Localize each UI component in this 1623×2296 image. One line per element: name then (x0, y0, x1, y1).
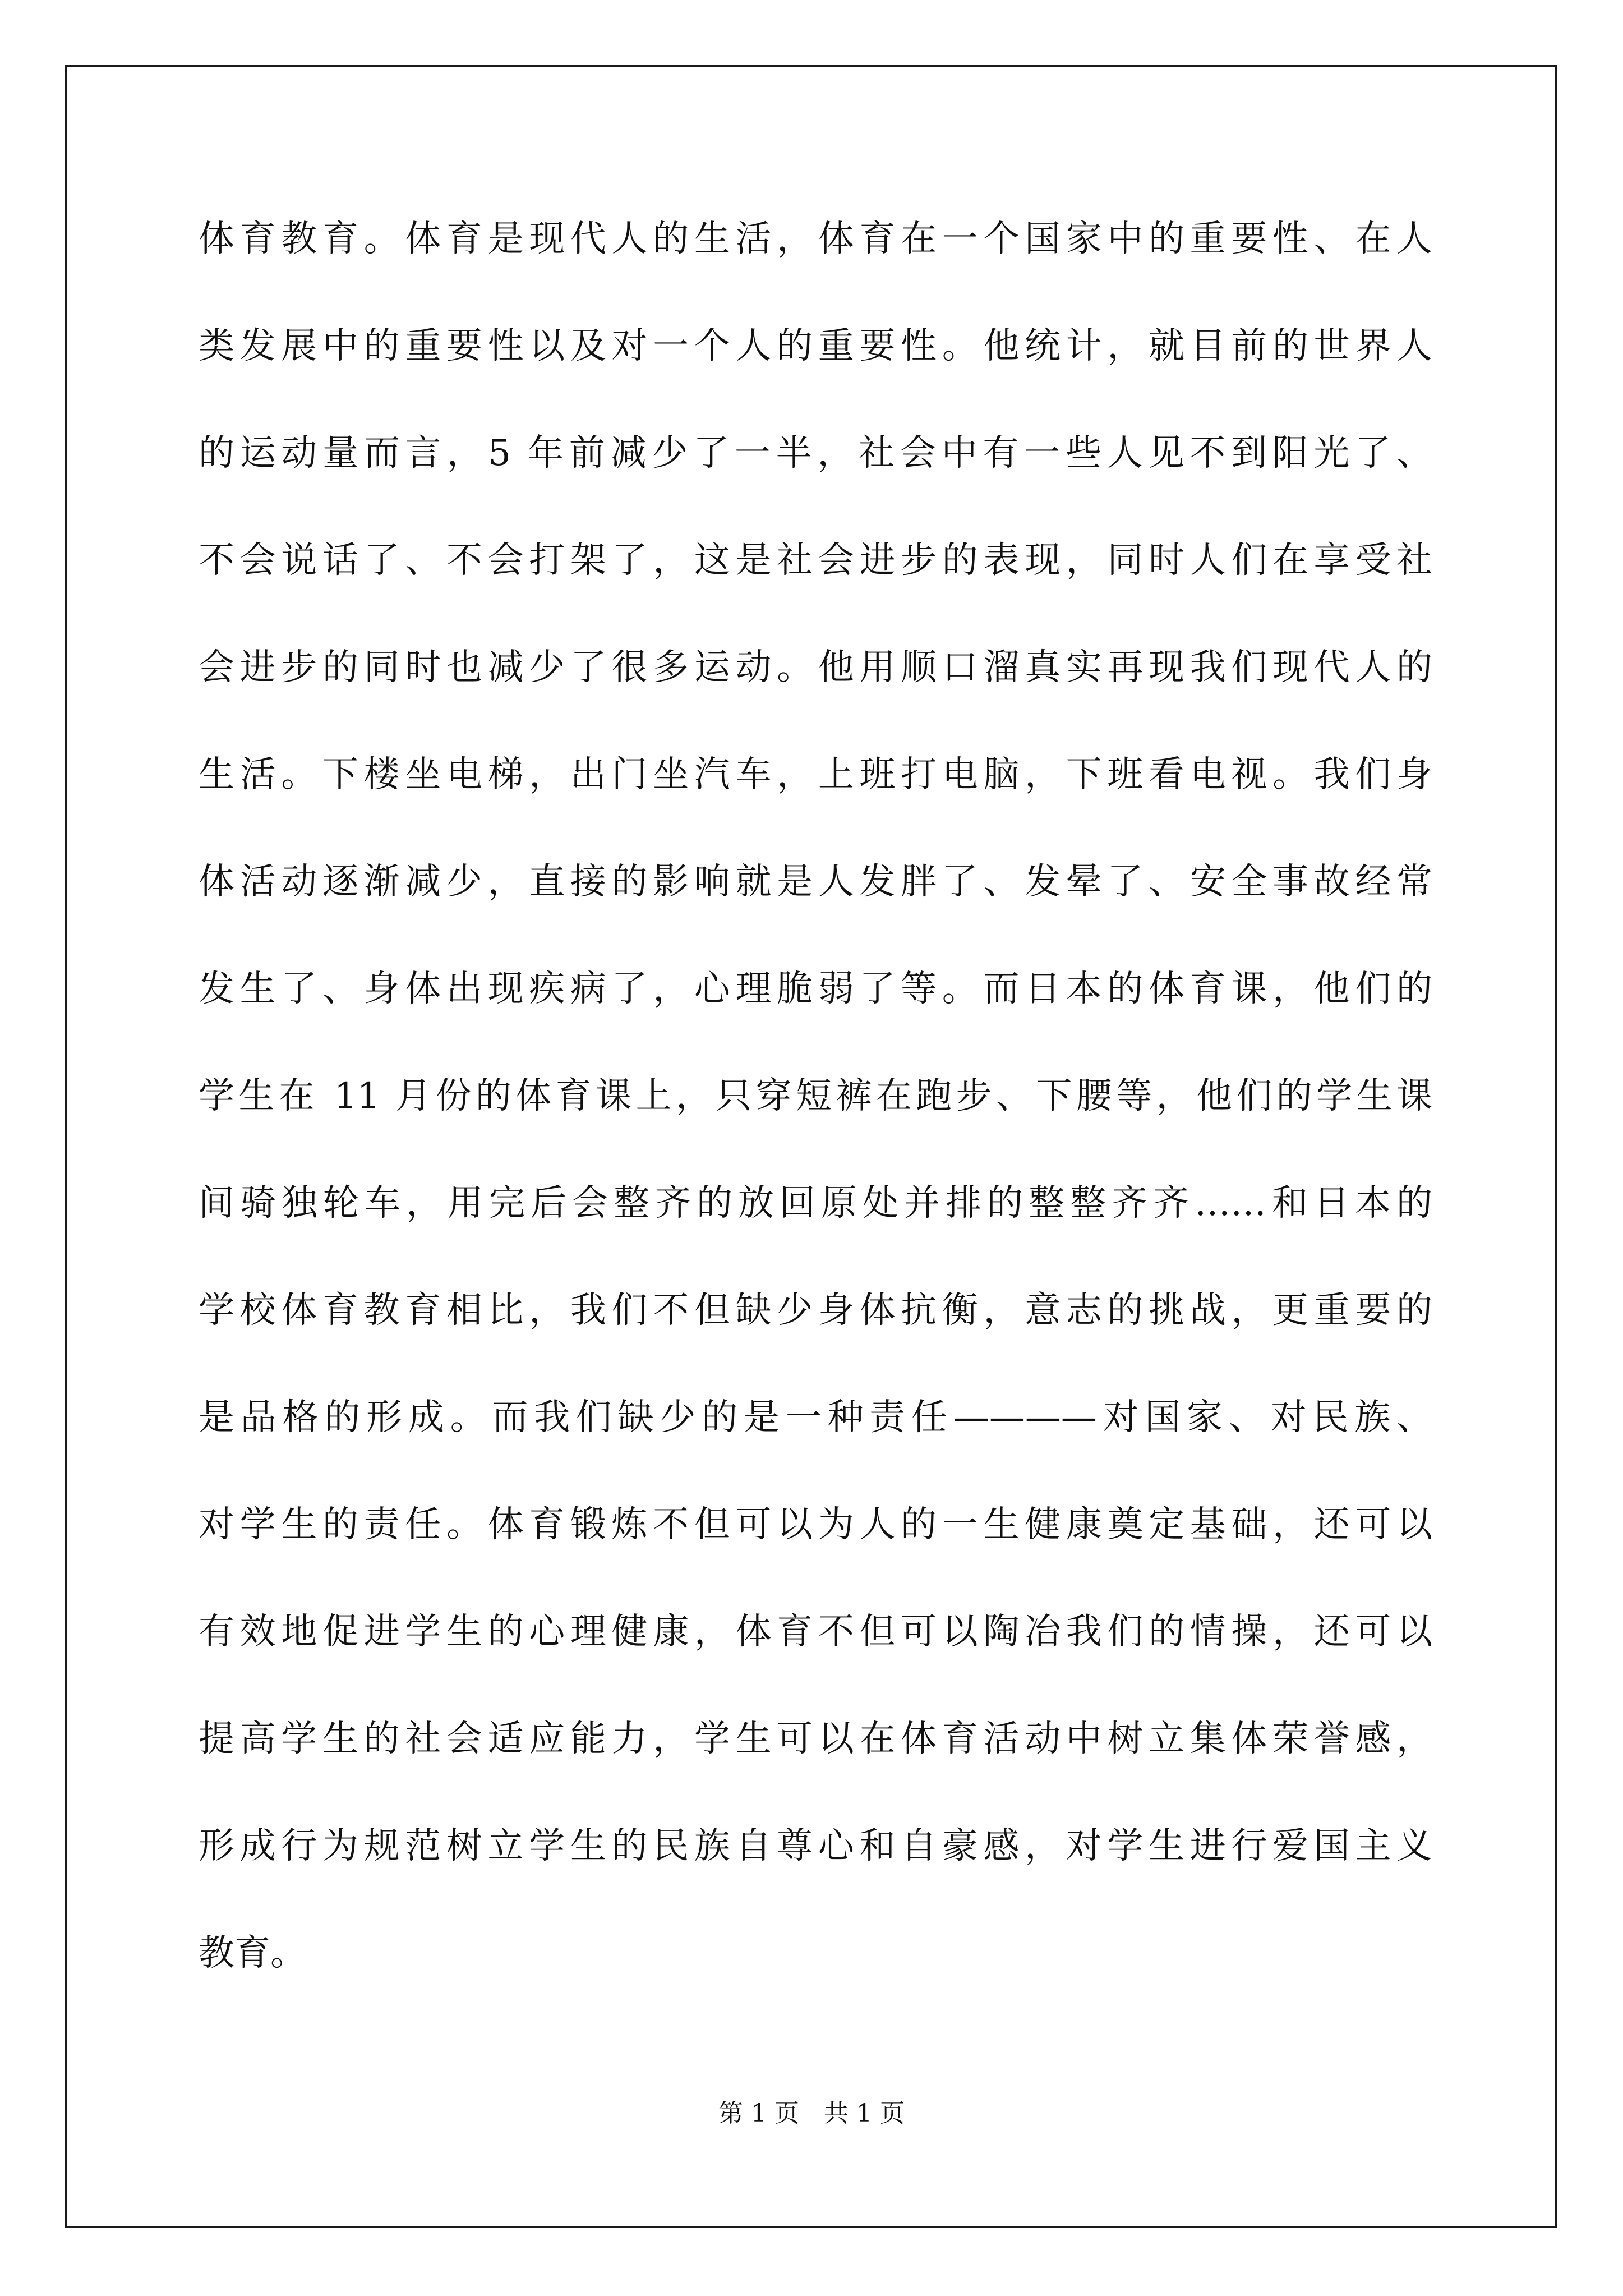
text-line: 对学生的责任。体育锻炼不但可以为人的一生健康奠定基础，还可以 (199, 1504, 1432, 1545)
text-line: 类发展中的重要性以及对一个人的重要性。他统计，就目前的世界人 (199, 325, 1432, 367)
text-line: 学生在 11 月份的体育课上，只穿短裤在跑步、下腰等，他们的学生课 (199, 1075, 1432, 1117)
text-line: 不会说话了、不会打架了，这是社会进步的表现，同时人们在享受社 (199, 540, 1432, 581)
text-line: 生活。下楼坐电梯，出门坐汽车，上班打电脑，下班看电视。我们身 (199, 754, 1432, 795)
page-footer: 第 1 页 共 1 页 (718, 2099, 905, 2128)
text-line: 提高学生的社会适应能力，学生可以在体育活动中树立集体荣誉感， (199, 1718, 1432, 1760)
text-line: 的运动量而言，5 年前减少了一半，社会中有一些人见不到阳光了、 (199, 432, 1432, 474)
text-line: 体育教育。体育是现代人的生活，体育在一个国家中的重要性、在人 (199, 218, 1432, 260)
text-line: 体活动逐渐减少，直接的影响就是人发胖了、发晕了、安全事故经常 (199, 861, 1432, 903)
text-line: 形成行为规范树立学生的民族自尊心和自豪感，对学生进行爱国主义 (199, 1825, 1432, 1867)
text-line: 学校体育教育相比，我们不但缺少身体抗衡，意志的挑战，更重要的 (199, 1290, 1432, 1331)
body-paragraph (199, 212, 1432, 2033)
text-line: 教育。 (199, 1932, 306, 1974)
text-line: 有效地促进学生的心理健康，体育不但可以陶冶我们的情操，还可以 (199, 1611, 1432, 1653)
text-line: 会进步的同时也减少了很多运动。他用顺口溜真实再现我们现代人的 (199, 647, 1432, 688)
text-line: 间骑独轮车，用完后会整齐的放回原处并排的整整齐齐……和日本的 (199, 1182, 1432, 1224)
text-line: 发生了、身体出现疾病了，心理脆弱了等。而日本的体育课，他们的 (199, 968, 1432, 1010)
text-line: 是品格的形成。而我们缺少的是一种责任————对国家、对民族、 (199, 1397, 1432, 1438)
